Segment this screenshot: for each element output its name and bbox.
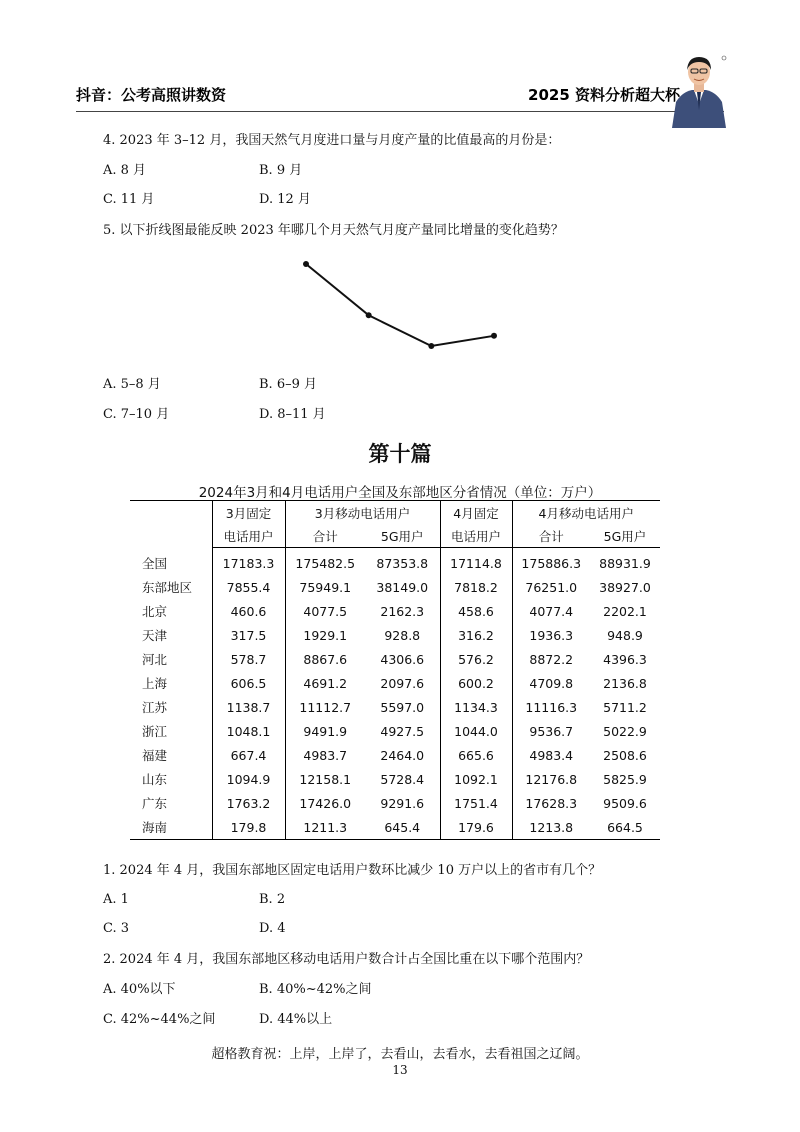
table-header-row-1: [130, 501, 660, 525]
q5-option-a: A. 5–8 月: [103, 377, 161, 392]
table-question-2-text: 2. 2024 年 4 月，我国东部地区移动电话用户数合计占全国比重在以下哪个范围内？: [103, 952, 590, 967]
value-cell: 5728.4: [380, 771, 425, 787]
trend-line: [306, 264, 494, 346]
region-name-cell: 福建: [142, 748, 168, 763]
value-cell: 2136.8: [603, 675, 647, 691]
header-right-title: 2025 资料分析超大杯: [528, 86, 680, 104]
table-row: [130, 647, 660, 671]
value-cell: 1929.1: [285, 623, 365, 647]
q4-option-a: A. 8 月: [103, 163, 147, 178]
region-name-cell: 海南: [142, 820, 168, 835]
table-row: [130, 548, 660, 576]
value-cell: 316.2: [440, 623, 512, 647]
header-apr-mobile: 4月移动电话用户: [512, 501, 660, 525]
value-cell: 179.8: [212, 815, 285, 840]
table-row: [130, 599, 660, 623]
table-row: [130, 671, 660, 695]
value-cell: 11112.7: [285, 695, 365, 719]
value-cell: 5711.2: [603, 699, 647, 715]
value-cell: 2202.1: [603, 603, 647, 619]
table-caption: 2024年3月和4月电话用户全国及东部地区分省情况（单位：万户）: [198, 485, 602, 501]
region-name-cell: 上海: [142, 676, 168, 691]
value-cell: 9491.9: [285, 719, 365, 743]
value-cell: 1044.0: [440, 719, 512, 743]
value-cell: 9291.6: [380, 795, 425, 811]
t2-option-b: B. 40%~42%之间: [259, 982, 372, 997]
section-title: 第十篇: [368, 441, 432, 466]
region-name-cell: 江苏: [142, 700, 168, 715]
value-cell: 578.7: [212, 647, 285, 671]
value-cell: 667.4: [212, 743, 285, 767]
table-row: [130, 575, 660, 599]
value-cell: 2508.6: [603, 747, 647, 763]
question-5-text: 5. 以下折线图最能反映 2023 年哪几个月天然气月度产量同比增量的变化趋势？: [103, 223, 564, 238]
value-cell: 1138.7: [212, 695, 285, 719]
table-row: [130, 623, 660, 647]
telephone-users-table: [130, 500, 660, 840]
region-name-cell: 浙江: [142, 724, 168, 739]
value-cell: 317.5: [212, 623, 285, 647]
value-cell: 4983.7: [285, 743, 365, 767]
header-mar-fixed: 3月固定: [212, 501, 285, 525]
value-cell: 11116.3: [512, 695, 590, 719]
region-name-cell: 天津: [142, 628, 168, 643]
value-cell: 948.9: [607, 627, 643, 643]
value-cell: 1211.3: [285, 815, 365, 840]
t2-option-a: A. 40%以下: [103, 982, 176, 997]
table-row: [130, 719, 660, 743]
value-cell: 1092.1: [440, 767, 512, 791]
region-name-cell: 东部地区: [142, 580, 193, 595]
header-sub-mar-fixed-users: 电话用户: [212, 524, 285, 548]
value-cell: 1048.1: [212, 719, 285, 743]
q5-option-c: C. 7–10 月: [103, 407, 170, 422]
value-cell: 2464.0: [380, 747, 425, 763]
value-cell: 2162.3: [380, 603, 425, 619]
table-row: [130, 743, 660, 767]
value-cell: 17183.3: [212, 548, 285, 576]
value-cell: 4396.3: [603, 651, 647, 667]
value-cell: 600.2: [440, 671, 512, 695]
value-cell: 38149.0: [376, 579, 429, 595]
q4-option-c: C. 11 月: [103, 192, 155, 207]
header-sub-apr-total: 合计: [512, 524, 590, 548]
value-cell: 5597.0: [380, 699, 425, 715]
t1-option-d: D. 4: [259, 921, 286, 936]
region-name-cell: 北京: [142, 604, 168, 619]
value-cell: 576.2: [440, 647, 512, 671]
value-cell: 17628.3: [512, 791, 590, 815]
value-cell: 5825.9: [603, 771, 647, 787]
header-sub-mar-total: 合计: [285, 524, 365, 548]
t1-option-b: B. 2: [259, 892, 286, 907]
value-cell: 9509.6: [603, 795, 647, 811]
value-cell: 664.5: [607, 819, 643, 835]
value-cell: 458.6: [440, 599, 512, 623]
q4-option-b: B. 9 月: [259, 163, 303, 178]
value-cell: 606.5: [212, 671, 285, 695]
header-apr-fixed: 4月固定: [440, 501, 512, 525]
value-cell: 175886.3: [512, 548, 590, 576]
value-cell: 1094.9: [212, 767, 285, 791]
value-cell: 17114.8: [440, 548, 512, 576]
q5-option-b: B. 6–9 月: [259, 377, 317, 392]
footer-motto: 超格教育祝：上岸，上岸了，去看山，去看水，去看祖国之辽阔。: [211, 1047, 589, 1062]
value-cell: 4077.5: [285, 599, 365, 623]
value-cell: 75949.1: [285, 575, 365, 599]
value-cell: 7818.2: [440, 575, 512, 599]
value-cell: 1936.3: [512, 623, 590, 647]
value-cell: 645.4: [384, 819, 421, 835]
value-cell: 17426.0: [285, 791, 365, 815]
table-row: [130, 791, 660, 815]
table-row: [130, 815, 660, 840]
t1-option-c: C. 3: [103, 921, 130, 936]
trend-line-chart: [290, 252, 510, 357]
table-body: [130, 548, 660, 840]
t2-option-d: D. 44%以上: [259, 1012, 333, 1027]
value-cell: 4709.8: [512, 671, 590, 695]
value-cell: 12176.8: [512, 767, 590, 791]
value-cell: 4306.6: [380, 651, 425, 667]
value-cell: 4077.4: [512, 599, 590, 623]
value-cell: 1763.2: [212, 791, 285, 815]
value-cell: 1213.8: [512, 815, 590, 840]
value-cell: 88931.9: [599, 555, 651, 571]
value-cell: 5022.9: [603, 723, 647, 739]
header-sub-apr-fixed-users: 电话用户: [440, 524, 512, 548]
value-cell: 87353.8: [376, 555, 429, 571]
table-question-1-text: 1. 2024 年 4 月，我国东部地区固定电话用户数环比减少 10 万户以上的省市有几个？: [103, 863, 602, 878]
author-photo: [668, 52, 730, 128]
data-point: [366, 312, 372, 318]
page-number: 13: [392, 1063, 408, 1077]
header-mar-mobile: 3月移动电话用户: [285, 501, 440, 525]
value-cell: 8872.2: [512, 647, 590, 671]
data-point: [428, 343, 434, 349]
q5-option-d: D. 8–11 月: [259, 407, 326, 422]
value-cell: 12158.1: [285, 767, 365, 791]
data-point: [303, 261, 309, 267]
question-4-text: 4. 2023 年 3–12 月，我国天然气月度进口量与月度产量的比值最高的月份是：: [103, 133, 561, 148]
header-left-title: 抖音：公考高照讲数资: [76, 86, 227, 104]
value-cell: 1751.4: [440, 791, 512, 815]
region-name-cell: 山东: [142, 772, 168, 787]
t2-option-c: C. 42%~44%之间: [103, 1012, 216, 1027]
table-row: [130, 767, 660, 791]
header-sub-mar-5g: 5G用户: [365, 524, 440, 548]
region-name-cell: 广东: [142, 796, 168, 811]
value-cell: 460.6: [212, 599, 285, 623]
region-name-cell: 全国: [142, 555, 168, 571]
q4-option-d: D. 12 月: [259, 192, 311, 207]
region-name-cell: 河北: [142, 652, 168, 667]
value-cell: 665.6: [440, 743, 512, 767]
value-cell: 9536.7: [512, 719, 590, 743]
value-cell: 4983.4: [512, 743, 590, 767]
value-cell: 4691.2: [285, 671, 365, 695]
value-cell: 76251.0: [512, 575, 590, 599]
value-cell: 928.8: [384, 627, 421, 643]
header-divider: [76, 111, 724, 112]
value-cell: 179.6: [440, 815, 512, 840]
t1-option-a: A. 1: [103, 892, 129, 907]
data-point: [491, 333, 497, 339]
table-row: [130, 695, 660, 719]
value-cell: 1134.3: [440, 695, 512, 719]
value-cell: 8867.6: [285, 647, 365, 671]
value-cell: 38927.0: [599, 579, 651, 595]
header-empty-cell: [130, 501, 212, 548]
value-cell: 7855.4: [212, 575, 285, 599]
value-cell: 2097.6: [380, 675, 425, 691]
value-cell: 4927.5: [380, 723, 425, 739]
header-sub-apr-5g: 5G用户: [590, 524, 660, 548]
value-cell: 175482.5: [285, 548, 365, 576]
